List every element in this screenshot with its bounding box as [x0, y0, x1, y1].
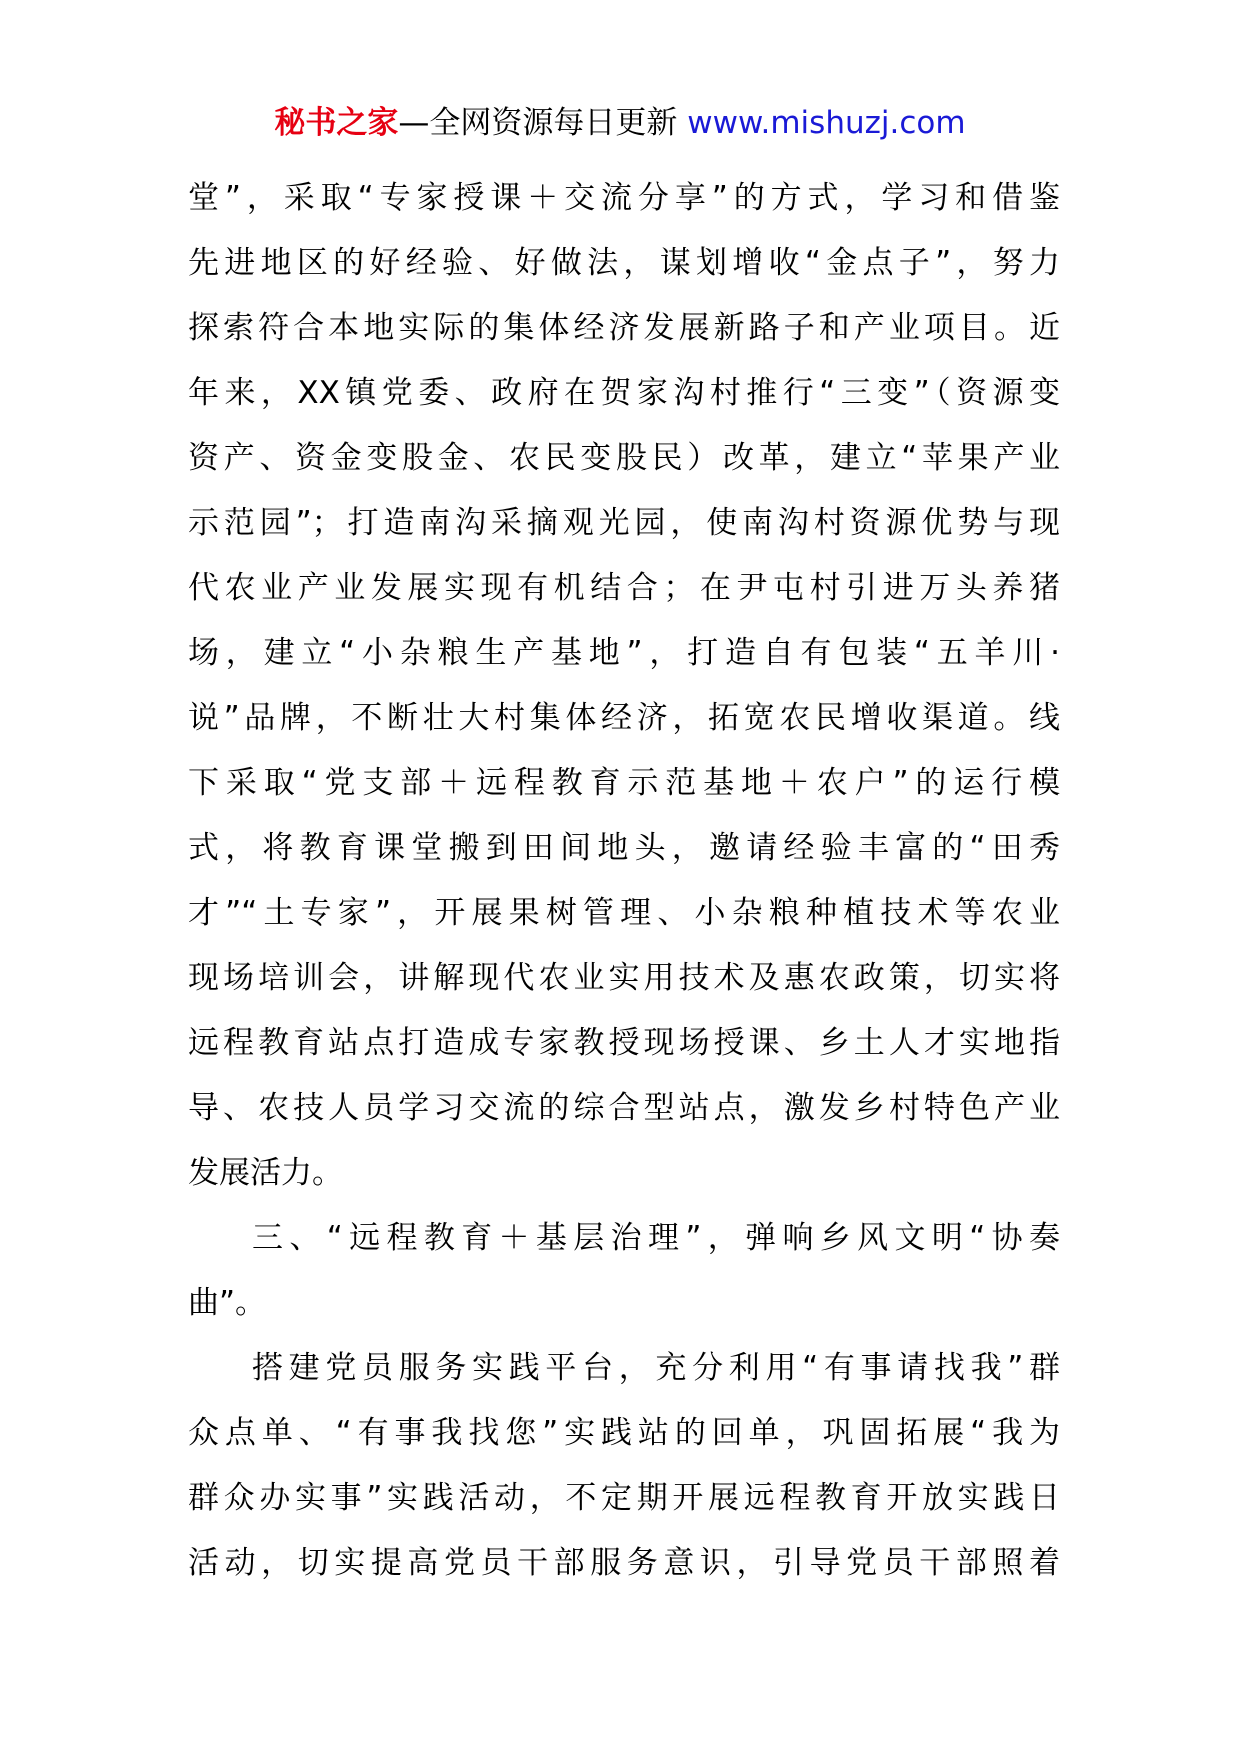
text-line: 年来，XX镇党委、政府在贺家沟村推行“三变”（资源变 [188, 375, 1060, 411]
text-line: 场，建立“小杂粮生产基地”，打造自有包装“五羊川· [188, 635, 1060, 671]
site-url-link[interactable]: www.mishuzj.com [687, 105, 966, 141]
text-line: 导、农技人员学习交流的综合型站点，激发乡村特色产业 [188, 1090, 1060, 1126]
text-line: 示范园”；打造南沟采摘观光园，使南沟村资源优势与现 [188, 505, 1060, 541]
section-heading: 曲”。 [188, 1285, 267, 1321]
text-line: 众点单、“有事我找您”实践站的回单，巩固拓展“我为 [188, 1415, 1060, 1451]
text-line: 代农业产业发展实现有机结合；在尹屯村引进万头养猪 [188, 570, 1060, 606]
document-body [188, 166, 1060, 1596]
text-line: 说”品牌，不断壮大村集体经济，拓宽农民增收渠道。线 [188, 700, 1060, 736]
text-line: 堂”，采取“专家授课＋交流分享”的方式，学习和借鉴 [188, 180, 1060, 216]
text-line: 资产、资金变股金、农民变股民）改革，建立“苹果产业 [188, 440, 1060, 476]
text-line: 活动，切实提高党员干部服务意识，引导党员干部照着 [188, 1545, 1060, 1581]
text-line: 先进地区的好经验、好做法，谋划增收“金点子”，努力 [188, 245, 1060, 281]
text-line: 群众办实事”实践活动，不定期开展远程教育开放实践日 [188, 1480, 1060, 1516]
text-line: 下采取“党支部＋远程教育示范基地＋农户”的运行模 [188, 765, 1060, 801]
text-line: 发展活力。 [188, 1155, 343, 1191]
text-line: 远程教育站点打造成专家教授现场授课、乡土人才实地指 [188, 1025, 1060, 1061]
site-slogan: —全网资源每日更新 [398, 105, 678, 141]
site-header [0, 101, 1240, 145]
text-line: 搭建党员服务实践平台，充分利用“有事请找我”群 [252, 1350, 1060, 1386]
text-line: 式，将教育课堂搬到田间地头，邀请经验丰富的“田秀 [188, 830, 1060, 866]
text-line: 才”“土专家”，开展果树管理、小杂粮种植技术等农业 [188, 895, 1060, 931]
section-heading: 三、“远程教育＋基层治理”，弹响乡风文明“协奏 [252, 1220, 1060, 1256]
text-line: 现场培训会，讲解现代农业实用技术及惠农政策，切实将 [188, 960, 1060, 996]
site-brand: 秘书之家 [274, 105, 399, 141]
text-line: 探索符合本地实际的集体经济发展新路子和产业项目。近 [188, 310, 1060, 346]
